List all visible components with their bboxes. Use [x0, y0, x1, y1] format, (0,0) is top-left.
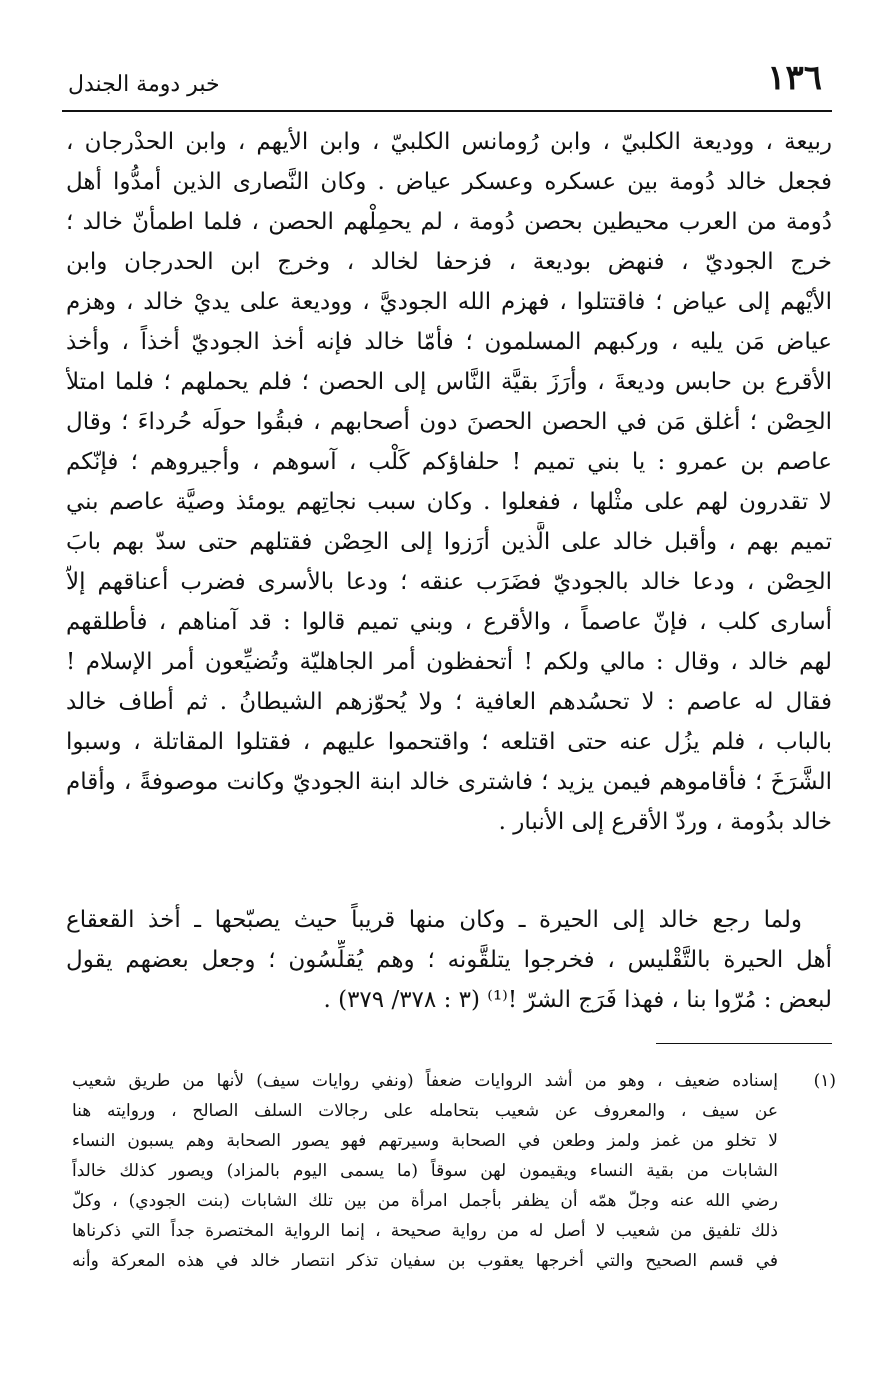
- text-line: الحِصْن ، ودعا خالد بالجوديّ فضَرَب عنقه ؛ ودعا بالأسرى فضرب أعناقهم إلاّ: [66, 569, 832, 595]
- footnote-body: [72, 1066, 778, 1276]
- footnote-marker: (١): [813, 1071, 836, 1091]
- footnote-line: إسناده ضعيف ، وهو من أشد الروايات ضعفاً (ونفي روايات سيف) لأنها من طريق شعيب: [72, 1071, 778, 1091]
- text-line: بالباب ، فلم يزُل عنه حتى اقتلعه ؛ واقتحموا عليهم ، فقتلوا المقاتلة ، وسبوا: [66, 729, 832, 755]
- text-line: خرج الجوديّ ، فنهض بوديعة ، فزحفا لخالد ، وخرج ابن الحدرجان وابن: [66, 249, 832, 275]
- page-header: [62, 52, 832, 112]
- text-line: الشَّرَخَ ؛ فأقاموهم فيمن يزيد ؛ فاشترى خالد ابنة الجوديّ وكانت موصوفةً ، وأقام: [66, 769, 832, 795]
- text-line: عياض مَن يليه ، وركبهم المسلمون ؛ فأمّا خالد فإنه أخذ الجوديّ أخذاً ، وأخذ: [66, 329, 832, 355]
- footnote-line: ذلك تلفيق من شعيب لا أصل له من رواية صحيحة ، إنما الرواية المختصرة جداً التي ذكرناها: [72, 1221, 778, 1241]
- text-line: عاصم بن عمرو : يا بني تميم ! حلفاؤكم كَلْب ، آسوهم ، وأجيروهم ؛ فإنّكم: [66, 449, 832, 475]
- text-line: الأيْهم إلى عياض ؛ فاقتتلوا ، فهزم الله الجوديَّ ، ووديعة على يديْ خالد ، وهزم: [66, 289, 832, 315]
- footnote-line: لا تخلو من غمز ولمز وطعن في الصحابة وسيرتهم فهو يصور الصحابة وهم يسبون النساء: [72, 1131, 778, 1151]
- text-line: الأقرع بن حابس وديعةَ ، وأرَزَ بقيَّة النَّاس إلى الحصن ؛ فلم يحملهم ؛ فلما امتلأ: [66, 369, 832, 395]
- main-paragraph: [66, 122, 832, 842]
- text-line: أسارى كلب ، فإنّ عاصماً ، والأقرع ، وبني تميم قالوا : قد آمناهم ، فأطلقهم: [66, 609, 832, 635]
- footnote-line: رضي الله عنه وجلّ همّه أن يظفر بأجمل امرأة من بين تلك الشابات (بنت الجودي) ، وكلّ: [72, 1191, 778, 1211]
- text-line: لهم خالد ، وقال : مالي ولكم ! أتحفظون أمر الجاهليّة وتُضيِّعون أمر الإسلام !: [66, 649, 832, 675]
- text-line: الحِصْن ؛ أغلق مَن في الحصن الحصنَ دون أصحابهم ، فبقُوا حولَه حُرداءَ ؛ وقال: [66, 409, 832, 435]
- text-line: لا تقدرون لهم على مثْلها ، ففعلوا . وكان سبب نجاتِهم يومئذ وصيَّة عاصم بني: [66, 489, 832, 515]
- text-line: فقال له عاصم : لا تحسُدهم العافية ؛ ولا يُحوّزهم الشيطانُ . ثم أطاف خالد: [66, 689, 832, 715]
- text-line: تميم بهم ، وأقبل خالد على الَّذين أرَزوا إلى الحِصْن فقتلهم حتى سدّ بهم بابَ: [66, 529, 832, 555]
- footnote-line: الشابات من بقية النساء ويقيمون لهن سوقاً (ما يسمى اليوم بالمزاد) ويصور كذلك خالداً: [72, 1161, 778, 1181]
- page-number: ١٣٦: [767, 58, 822, 98]
- footnote-line: في قسم الصحيح والتي أخرجها يعقوب بن سفيان تذكر انتصار خالد في هذه المعركة وأنه: [72, 1251, 778, 1271]
- text-line: ولما رجع خالد إلى الحيرة ـ وكان منها قريباً حيث يصبّحها ـ أخذ القعقاع: [66, 907, 802, 933]
- text-line: فجعل خالد دُومة بين عسكره وعسكر عياض . وكان النَّصارى الذين أمدُّوا أهل: [66, 169, 832, 195]
- text-line: لبعض : مُرّوا بنا ، فهذا فَرَج الشرّ !⁽¹⁾ (٣ : ٣٧٨/ ٣٧٩) .: [323, 987, 832, 1013]
- text-line: ربيعة ، ووديعة الكلبيّ ، وابن رُومانس الكلبيّ ، وابن الأيهم ، وابن الحدْرجان ،: [66, 129, 832, 155]
- text-line: أهل الحيرة بالتَّقْليس ، فخرجوا يتلقَّونه ؛ وهم يُقلِّسُون ؛ وجعل بعضهم يقول: [66, 947, 832, 973]
- running-title: خبر دومة الجندل: [68, 72, 220, 97]
- footnote-line: عن سيف ، والمعروف عن شعيب بتحامله على رجالات السلف الصالح ، وروايته هنا: [72, 1101, 778, 1121]
- second-paragraph: [66, 900, 832, 1020]
- footnote-separator: [656, 1043, 832, 1044]
- text-line: خالد بدُومة ، وردّ الأقرع إلى الأنبار .: [498, 809, 832, 835]
- text-line: دُومة من العرب محيطين بحصن دُومة ، لم يحمِلْهم الحصن ، فلما اطمأنّ خالد ؛: [66, 209, 832, 235]
